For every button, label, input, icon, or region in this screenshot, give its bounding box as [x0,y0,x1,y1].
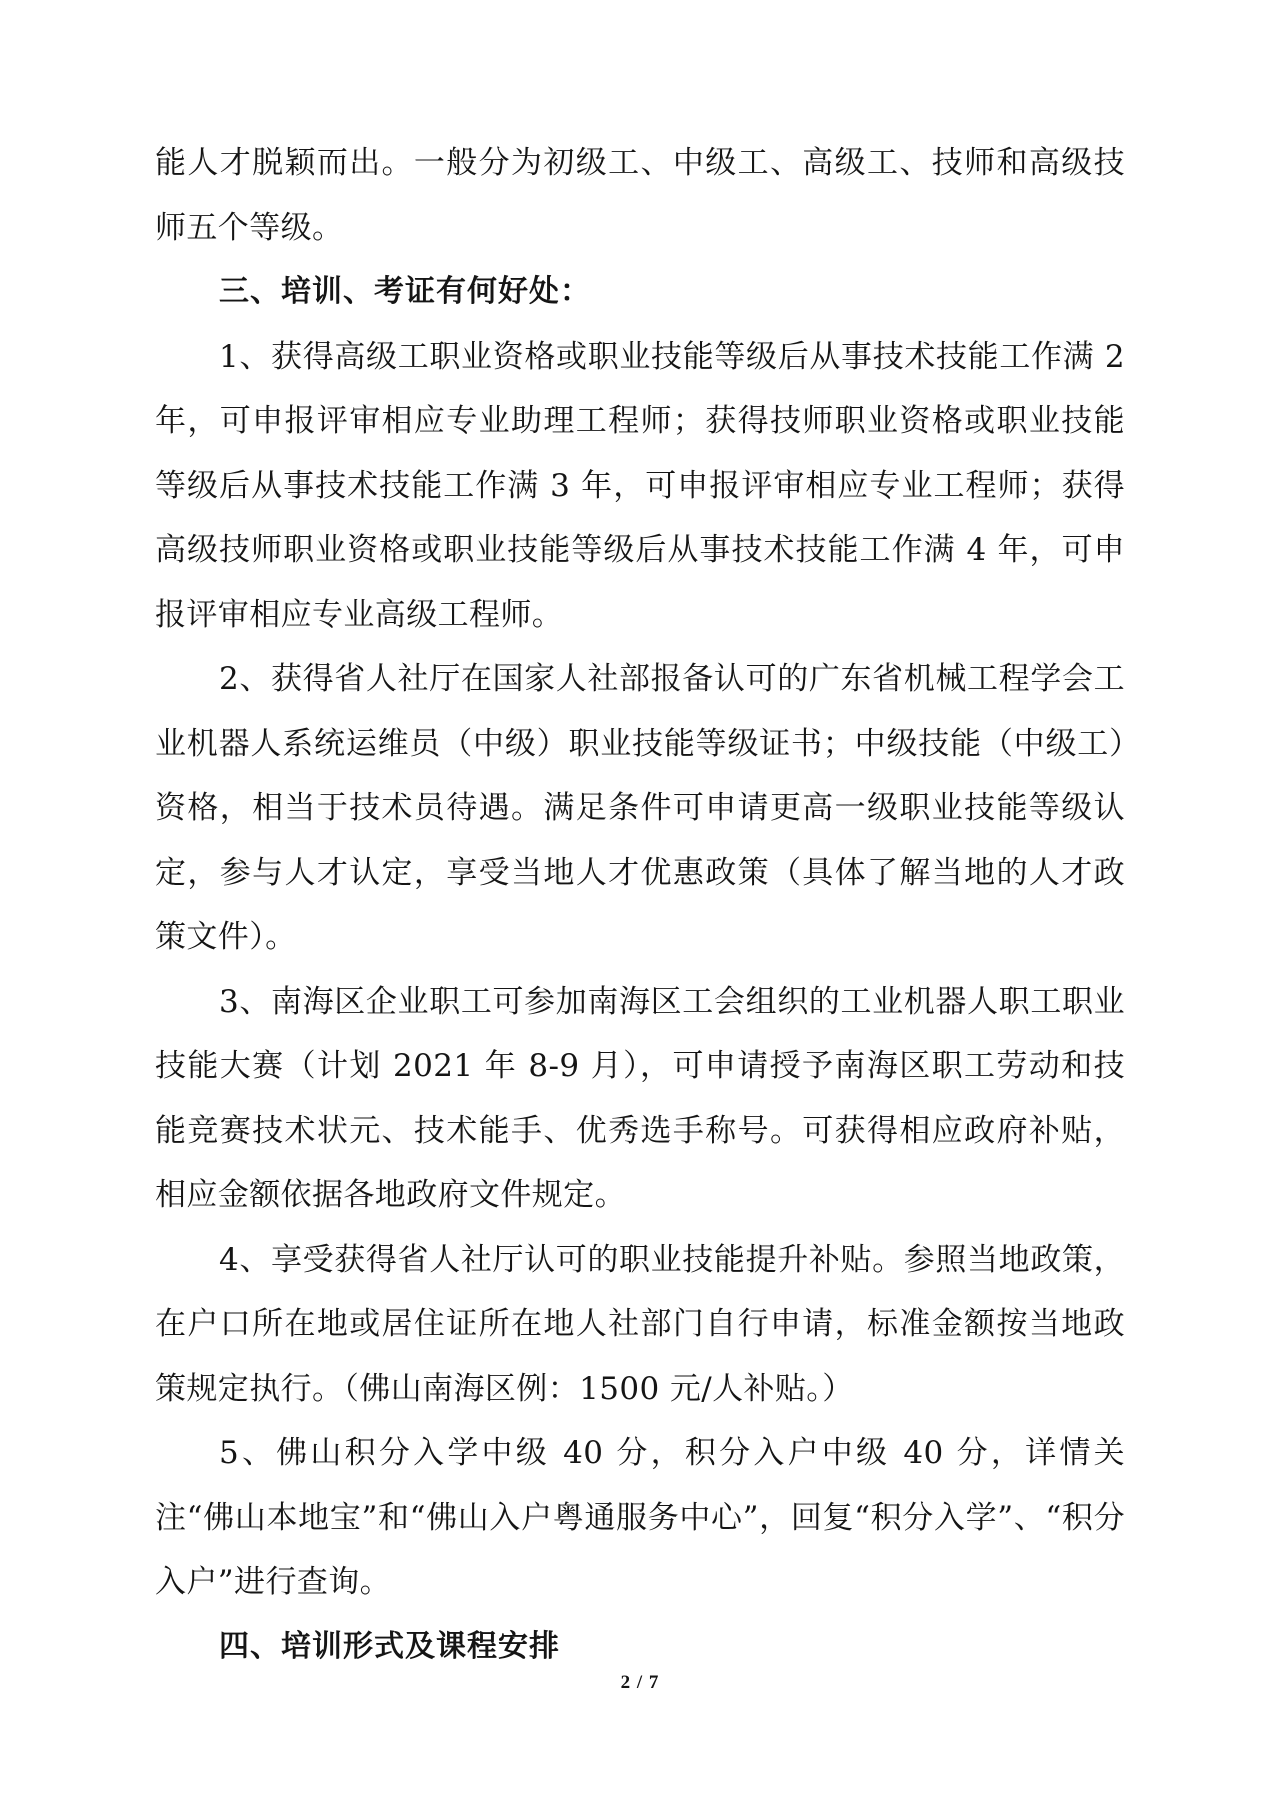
paragraph-continuation: 能人才脱颖而出。一般分为初级工、中级工、高级工、技师和高级技师五个等级。 [155,145,1125,246]
benefit-item-4: 4、享受获得省人社厅认可的职业技能提升补贴。参照当地政策，在户口所在地或居住证所在地人社部门自行申请，标准金额按当地政策规定执行。（佛山南海区例：1500 元/人补贴。） [155,1241,1125,1407]
benefit-item-2: 2、获得省人社厅在国家人社部报备认可的广东省机械工程学会工业机器人系统运维员（中级）职业技能等级证书；中级技能（中级工）资格，相当于技术员待遇。满足条件可申请更高一级职业技能等级认定，参与人才认定，享受当地人才优惠政策（具体了解当地的人才政策文件）。 [155,661,1125,955]
page-number: 2 / 7 [620,1672,660,1693]
benefit-item-3: 3、南海区企业职工可参加南海区工会组织的工业机器人职工职业技能大赛（计划 2021 年 8-9 月），可申请授予南海区职工劳动和技能竞赛技术状元、技术能手、优秀选手称号。可获得相应政府补贴，相应金额依据各地政府文件规定。 [155,983,1125,1213]
document-body [155,131,1125,1679]
benefit-item-5: 5、佛山积分入学中级 40 分，积分入户中级 40 分，详情关注“佛山本地宝”和“佛山入户粤通服务中心”，回复“积分入学”、“积分入户”进行查询。 [155,1435,1125,1600]
section-heading-benefits: 三、培训、考证有何好处： [219,274,591,309]
benefit-item-1: 1、获得高级工职业资格或职业技能等级后从事技术技能工作满 2 年，可申报评审相应专业助理工程师；获得技师职业资格或职业技能等级后从事技术技能工作满 3 年，可申报评审相应专业工程师；获得高级技师职业资格或职业技能等级后从事技术技能工作满 4 年，可申报评审相应专业高级工程师。 [155,338,1125,633]
section-heading-training-format: 四、培训形式及课程安排 [219,1628,560,1664]
